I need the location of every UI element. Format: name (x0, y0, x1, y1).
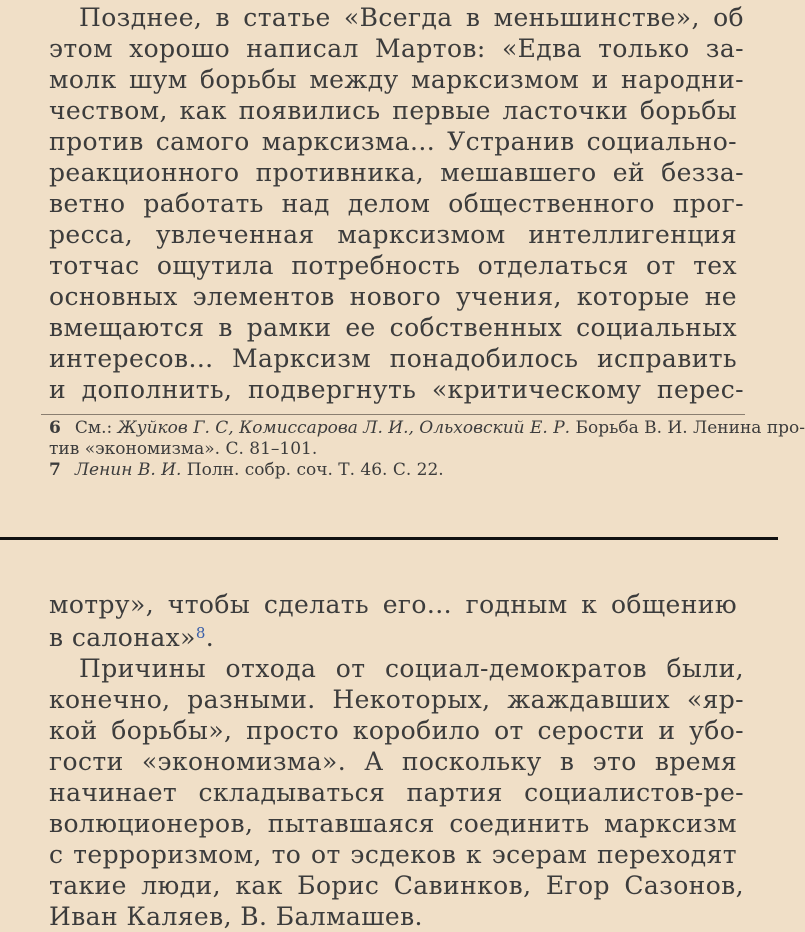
text-line (49, 622, 737, 655)
text-line: против самого марксизма... Устранив социально- (49, 127, 737, 156)
text-line: молк шум борьбы между марксизмом и народни- (49, 65, 744, 94)
text-line: основных элементов нового учения, которые не (49, 282, 737, 311)
footnote-prefix: См.: (74, 418, 113, 438)
text-line: волюционеров, пытавшаяся соединить марксизм (49, 809, 737, 838)
text-line: интересов... Марксизм понадобилось исправить (49, 344, 737, 373)
footnote-ref-8[interactable]: 8 (195, 624, 206, 642)
text-span: в салонах» (49, 623, 196, 652)
footnote-text: Полн. собр. соч. Т. 46. С. 22. (186, 460, 444, 480)
footnote-number: 6 (49, 418, 61, 438)
text-line: ресса, увлеченная марксизмом интеллигенция (49, 220, 737, 249)
footnote-6 (49, 418, 805, 439)
text-line: ветно работать над делом общественного прог- (49, 189, 744, 218)
text-line: тотчас ощутила потребность отделаться от тех (49, 251, 737, 280)
text-line: Позднее, в статье «Всегда в меньшинстве», об (79, 3, 744, 32)
footnote-number: 7 (49, 460, 61, 480)
footnote-divider (41, 414, 745, 415)
footnote-authors: Жуйков Г. С, Комиссарова Л. И., Ольховский Е. Р. (117, 418, 571, 438)
text-line: мотру», чтобы сделать его... годным к общению (49, 590, 737, 619)
text-line: конечно, разными. Некоторых, жаждавших «яр- (49, 685, 744, 714)
text-line: гости «экономизма». А поскольку в это время (49, 747, 737, 776)
text-line: начинает складываться партия социалистов-ре- (49, 778, 744, 807)
text-span: . (205, 623, 215, 652)
text-line: и дополнить, подвергнуть «критическому перес- (49, 375, 744, 404)
footnote-6-cont: тив «экономизма». С. 81–101. (49, 439, 318, 459)
text-line: чеством, как появились первые ласточки борьбы (49, 96, 737, 125)
text-line: Иван Каляев, В. Балмашев. (49, 902, 423, 931)
text-line: реакционного противника, мешавшего ей безза- (49, 158, 744, 187)
text-line: с терроризмом, то от эсдеков к эсерам переходят (49, 840, 737, 869)
footnote-7 (49, 460, 752, 481)
text-line: Причины отхода от социал-демократов были, (79, 654, 744, 683)
footnote-authors: Ленин В. И. (74, 460, 182, 480)
text-line: этом хорошо написал Мартов: «Едва только за- (49, 34, 744, 63)
text-line: вмещаются в рамки ее собственных социальных (49, 313, 737, 342)
text-line: кой борьбы», просто коробило от серости и убо- (49, 716, 744, 745)
text-line: такие люди, как Борис Савинков, Егор Сазонов, (49, 871, 744, 900)
footnote-text: Борьба В. И. Ленина про- (575, 418, 805, 438)
